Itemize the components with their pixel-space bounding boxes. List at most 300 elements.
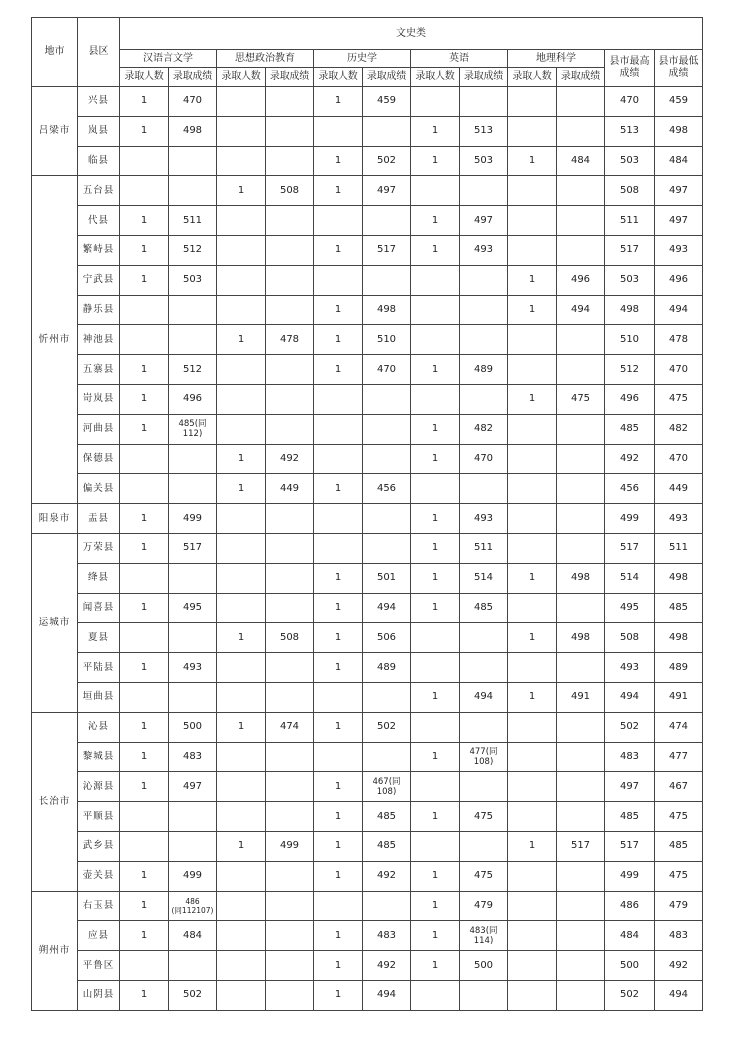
admit-score-cell: 492 — [363, 861, 411, 891]
table-row — [32, 861, 703, 891]
admit-count-cell: 1 — [411, 444, 460, 474]
admit-count-cell — [411, 712, 460, 742]
max-score-cell: 499 — [605, 861, 655, 891]
admit-count-cell: 1 — [411, 861, 460, 891]
county-cell: 夏县 — [78, 623, 120, 653]
admit-count-cell — [217, 861, 266, 891]
max-score-cell: 503 — [605, 265, 655, 295]
table-row — [32, 206, 703, 236]
admit-count-cell — [411, 295, 460, 325]
min-score-cell: 467 — [655, 772, 703, 802]
admit-count-cell: 1 — [120, 980, 169, 1010]
admit-score-cell — [557, 802, 605, 832]
city-cell: 长治市 — [32, 712, 78, 891]
admit-count-cell: 1 — [314, 861, 363, 891]
admit-count-cell: 1 — [314, 474, 363, 504]
county-cell: 岢岚县 — [78, 384, 120, 414]
admit-score-cell — [557, 951, 605, 981]
table-row — [32, 563, 703, 593]
admit-count-cell: 1 — [314, 355, 363, 385]
admit-score-cell: 498 — [557, 623, 605, 653]
admit-count-cell: 1 — [120, 861, 169, 891]
table-row — [32, 891, 703, 921]
admit-score-cell — [266, 951, 314, 981]
county-cell: 兴县 — [78, 87, 120, 117]
table-row — [32, 921, 703, 951]
subject-header: 英语 — [411, 50, 508, 68]
admit-count-cell: 1 — [314, 593, 363, 623]
admit-count-cell — [508, 176, 557, 206]
admit-score-cell: 499 — [266, 831, 314, 861]
admit-count-cell — [411, 176, 460, 206]
table-row — [32, 682, 703, 712]
admit-count-cell: 1 — [314, 325, 363, 355]
county-cell: 黎城县 — [78, 742, 120, 772]
max-score-cell: 498 — [605, 295, 655, 325]
category-header: 文史类 — [120, 18, 703, 50]
admit-count-cell: 1 — [314, 146, 363, 176]
table-row — [32, 176, 703, 206]
admit-score-cell: 486 (同112107) — [169, 891, 217, 921]
admit-score-cell — [266, 563, 314, 593]
admit-score-cell — [169, 146, 217, 176]
admit-count-cell — [217, 384, 266, 414]
city-cell: 阳泉市 — [32, 504, 78, 534]
admit-count-cell — [217, 206, 266, 236]
admit-score-cell: 467(同108) — [363, 772, 411, 802]
admit-score-cell: 514 — [460, 563, 508, 593]
min-score-cell: 496 — [655, 265, 703, 295]
admit-score-cell: 459 — [363, 87, 411, 117]
admit-count-cell: 1 — [217, 623, 266, 653]
admit-count-cell — [120, 444, 169, 474]
admit-count-cell — [314, 504, 363, 534]
admit-score-cell: 483 — [363, 921, 411, 951]
admit-score-cell — [460, 772, 508, 802]
admit-count-cell — [314, 444, 363, 474]
admit-score-cell: 502 — [169, 980, 217, 1010]
table-row — [32, 474, 703, 504]
table-row — [32, 831, 703, 861]
admit-score-cell — [169, 444, 217, 474]
admit-score-cell — [557, 206, 605, 236]
county-cell: 岚县 — [78, 116, 120, 146]
county-cell: 静乐县 — [78, 295, 120, 325]
admit-score-cell: 474 — [266, 712, 314, 742]
admit-count-cell: 1 — [120, 593, 169, 623]
min-score-cell: 459 — [655, 87, 703, 117]
min-score-cell: 485 — [655, 831, 703, 861]
min-score-cell: 498 — [655, 116, 703, 146]
admit-score-cell — [266, 235, 314, 265]
county-cell: 万荣县 — [78, 533, 120, 563]
admit-count-cell: 1 — [411, 146, 460, 176]
admit-count-cell — [508, 444, 557, 474]
admit-score-cell — [266, 87, 314, 117]
admit-count-cell: 1 — [411, 742, 460, 772]
admit-count-cell: 1 — [314, 951, 363, 981]
admit-score-cell — [266, 265, 314, 295]
admit-count-cell: 1 — [411, 682, 460, 712]
score-header: 录取成绩 — [557, 68, 605, 87]
min-score-cell: 494 — [655, 980, 703, 1010]
admit-score-cell: 493 — [460, 235, 508, 265]
admit-score-cell: 478 — [266, 325, 314, 355]
admit-score-cell — [169, 951, 217, 981]
subject-header: 历史学 — [314, 50, 411, 68]
admit-score-cell: 517 — [557, 831, 605, 861]
admit-count-cell: 1 — [314, 980, 363, 1010]
admission-score-table — [31, 17, 703, 1011]
admit-score-cell — [266, 116, 314, 146]
table-row — [32, 295, 703, 325]
admit-score-cell — [557, 533, 605, 563]
county-cell: 保德县 — [78, 444, 120, 474]
admit-score-cell: 494 — [557, 295, 605, 325]
admit-score-cell — [266, 742, 314, 772]
admit-score-cell — [557, 712, 605, 742]
admit-score-cell: 498 — [557, 563, 605, 593]
admit-count-cell — [508, 414, 557, 444]
max-score-cell: 486 — [605, 891, 655, 921]
admit-score-cell: 485 — [363, 802, 411, 832]
admit-score-cell: 477(同108) — [460, 742, 508, 772]
admit-count-cell: 1 — [120, 116, 169, 146]
admit-score-cell: 500 — [460, 951, 508, 981]
admit-count-cell — [508, 593, 557, 623]
admit-score-cell — [557, 593, 605, 623]
admit-score-cell — [460, 325, 508, 355]
admit-count-cell: 1 — [120, 742, 169, 772]
max-score-cell: 496 — [605, 384, 655, 414]
admit-count-cell — [508, 325, 557, 355]
admit-count-cell — [508, 474, 557, 504]
admit-score-cell: 485 — [363, 831, 411, 861]
admit-count-cell — [508, 980, 557, 1010]
admit-count-cell — [411, 772, 460, 802]
admit-score-cell — [557, 891, 605, 921]
admit-count-cell: 1 — [314, 623, 363, 653]
admit-score-cell — [557, 87, 605, 117]
admit-count-cell — [508, 802, 557, 832]
max-score-cell: 500 — [605, 951, 655, 981]
admit-count-cell: 1 — [411, 355, 460, 385]
admit-count-cell: 1 — [411, 951, 460, 981]
county-cell: 繁峙县 — [78, 235, 120, 265]
city-column-header: 地市 — [32, 18, 78, 87]
min-score-cell: 484 — [655, 146, 703, 176]
admit-score-cell: 501 — [363, 563, 411, 593]
admit-count-cell: 1 — [120, 504, 169, 534]
admit-count-cell: 1 — [120, 87, 169, 117]
admit-count-cell — [314, 206, 363, 236]
admit-count-cell — [411, 474, 460, 504]
admit-count-cell: 1 — [411, 206, 460, 236]
admit-count-cell — [314, 116, 363, 146]
admit-score-cell: 479 — [460, 891, 508, 921]
admit-count-cell — [217, 682, 266, 712]
max-score-cell: 483 — [605, 742, 655, 772]
county-cell: 闻喜县 — [78, 593, 120, 623]
admit-score-cell: 493 — [460, 504, 508, 534]
admit-count-cell: 1 — [411, 802, 460, 832]
min-score-cell: 470 — [655, 355, 703, 385]
county-cell: 应县 — [78, 921, 120, 951]
admit-count-cell — [508, 355, 557, 385]
county-cell: 右玉县 — [78, 891, 120, 921]
admit-count-cell — [314, 742, 363, 772]
admit-count-cell — [217, 593, 266, 623]
admit-count-cell: 1 — [120, 712, 169, 742]
admit-score-cell: 494 — [363, 593, 411, 623]
admit-count-cell: 1 — [314, 772, 363, 802]
admit-score-cell: 456 — [363, 474, 411, 504]
admit-score-cell — [460, 831, 508, 861]
county-cell: 绛县 — [78, 563, 120, 593]
county-cell: 壶关县 — [78, 861, 120, 891]
county-cell: 平陆县 — [78, 653, 120, 683]
admit-count-cell: 1 — [217, 325, 266, 355]
min-score-cell: 494 — [655, 295, 703, 325]
admit-count-cell — [217, 355, 266, 385]
admit-score-cell — [557, 980, 605, 1010]
admit-score-cell: 470 — [169, 87, 217, 117]
admit-score-cell — [557, 653, 605, 683]
table-row — [32, 146, 703, 176]
table-row — [32, 265, 703, 295]
admit-score-cell — [169, 295, 217, 325]
admit-count-cell — [217, 504, 266, 534]
admit-count-cell — [217, 802, 266, 832]
min-score-cell: 477 — [655, 742, 703, 772]
min-score-cell: 492 — [655, 951, 703, 981]
admit-count-cell — [217, 921, 266, 951]
admit-score-cell: 485(同112) — [169, 414, 217, 444]
max-score-cell: 456 — [605, 474, 655, 504]
min-score-cell: 511 — [655, 533, 703, 563]
count-header: 录取人数 — [314, 68, 363, 87]
min-score-cell: 491 — [655, 682, 703, 712]
table-row — [32, 772, 703, 802]
county-cell: 武乡县 — [78, 831, 120, 861]
county-cell: 盂县 — [78, 504, 120, 534]
admit-count-cell: 1 — [508, 265, 557, 295]
min-score-cell: 493 — [655, 235, 703, 265]
admit-score-cell: 506 — [363, 623, 411, 653]
min-score-cell: 497 — [655, 176, 703, 206]
table-row — [32, 384, 703, 414]
admit-count-cell: 1 — [508, 384, 557, 414]
county-cell: 河曲县 — [78, 414, 120, 444]
min-score-cell: 475 — [655, 384, 703, 414]
table-row — [32, 951, 703, 981]
admit-count-cell — [508, 742, 557, 772]
max-score-cell: 517 — [605, 533, 655, 563]
subject-header: 汉语言文学 — [120, 50, 217, 68]
max-score-cell: 497 — [605, 772, 655, 802]
admit-score-cell: 484 — [557, 146, 605, 176]
admit-score-cell: 482 — [460, 414, 508, 444]
admit-score-cell: 508 — [266, 176, 314, 206]
admit-score-cell — [266, 146, 314, 176]
admit-count-cell — [120, 563, 169, 593]
admit-score-cell — [363, 265, 411, 295]
admit-count-cell — [120, 146, 169, 176]
county-cell: 平鲁区 — [78, 951, 120, 981]
admit-count-cell — [508, 712, 557, 742]
admit-count-cell — [217, 295, 266, 325]
table-row — [32, 414, 703, 444]
admit-score-cell — [169, 563, 217, 593]
admit-count-cell: 1 — [411, 593, 460, 623]
admit-score-cell: 475 — [557, 384, 605, 414]
admit-score-cell — [557, 921, 605, 951]
admit-count-cell: 1 — [120, 384, 169, 414]
admit-score-cell: 497 — [460, 206, 508, 236]
score-header: 录取成绩 — [266, 68, 314, 87]
admit-count-cell: 1 — [120, 414, 169, 444]
admit-score-cell: 483 — [169, 742, 217, 772]
admit-score-cell: 492 — [363, 951, 411, 981]
admit-count-cell — [411, 623, 460, 653]
admit-count-cell: 1 — [508, 563, 557, 593]
admit-count-cell — [314, 891, 363, 921]
admit-score-cell — [460, 384, 508, 414]
admit-score-cell — [460, 474, 508, 504]
admit-count-cell: 1 — [411, 533, 460, 563]
admit-score-cell: 497 — [363, 176, 411, 206]
admit-count-cell — [411, 384, 460, 414]
admit-score-cell: 499 — [169, 504, 217, 534]
admit-score-cell: 498 — [169, 116, 217, 146]
admit-score-cell — [363, 116, 411, 146]
max-score-cell: 508 — [605, 176, 655, 206]
admit-score-cell — [266, 355, 314, 385]
admit-score-cell — [557, 116, 605, 146]
admit-score-cell — [363, 742, 411, 772]
table-row — [32, 533, 703, 563]
table-row — [32, 712, 703, 742]
min-score-cell: 493 — [655, 504, 703, 534]
admit-score-cell — [460, 87, 508, 117]
min-score-cell: 475 — [655, 802, 703, 832]
city-cell: 运城市 — [32, 533, 78, 712]
admit-count-cell — [508, 951, 557, 981]
admit-score-cell — [169, 176, 217, 206]
table-row — [32, 653, 703, 683]
admit-count-cell: 1 — [120, 206, 169, 236]
admit-count-cell — [411, 87, 460, 117]
admit-score-cell — [363, 206, 411, 236]
admit-count-cell — [217, 414, 266, 444]
admit-score-cell — [266, 861, 314, 891]
admit-count-cell: 1 — [411, 921, 460, 951]
admit-count-cell — [314, 265, 363, 295]
max-score-header: 县市最高成绩 — [605, 50, 655, 87]
admit-score-cell — [266, 772, 314, 802]
admit-score-cell — [169, 831, 217, 861]
admit-score-cell: 489 — [363, 653, 411, 683]
admit-score-cell: 510 — [363, 325, 411, 355]
max-score-cell: 503 — [605, 146, 655, 176]
admit-count-cell: 1 — [314, 235, 363, 265]
admit-count-cell: 1 — [120, 355, 169, 385]
admit-score-cell: 449 — [266, 474, 314, 504]
admit-count-cell: 1 — [411, 235, 460, 265]
table-row — [32, 980, 703, 1010]
min-score-cell: 474 — [655, 712, 703, 742]
score-header: 录取成绩 — [363, 68, 411, 87]
admit-score-cell — [460, 653, 508, 683]
city-cell: 吕梁市 — [32, 87, 78, 176]
admit-count-cell — [217, 653, 266, 683]
max-score-cell: 495 — [605, 593, 655, 623]
admit-score-cell — [557, 176, 605, 206]
min-score-cell: 475 — [655, 861, 703, 891]
table-body — [32, 87, 703, 1011]
admit-score-cell: 502 — [363, 712, 411, 742]
admit-count-cell — [120, 325, 169, 355]
admit-count-cell: 1 — [120, 653, 169, 683]
county-cell: 沁县 — [78, 712, 120, 742]
admit-score-cell: 492 — [266, 444, 314, 474]
admit-count-cell: 1 — [314, 921, 363, 951]
max-score-cell: 485 — [605, 802, 655, 832]
admit-score-cell: 485 — [460, 593, 508, 623]
score-header: 录取成绩 — [169, 68, 217, 87]
table-row — [32, 355, 703, 385]
admit-score-cell — [266, 384, 314, 414]
admit-score-cell — [557, 742, 605, 772]
admit-count-cell — [217, 891, 266, 921]
admit-score-cell — [266, 891, 314, 921]
admit-count-cell — [217, 146, 266, 176]
admit-count-cell — [217, 772, 266, 802]
min-score-cell: 498 — [655, 623, 703, 653]
admit-count-cell — [217, 116, 266, 146]
min-score-cell: 470 — [655, 444, 703, 474]
admit-count-cell — [217, 265, 266, 295]
admit-count-cell — [508, 891, 557, 921]
admit-count-cell — [411, 980, 460, 1010]
admit-score-cell: 499 — [169, 861, 217, 891]
admit-count-cell: 1 — [411, 563, 460, 593]
admit-count-cell — [314, 682, 363, 712]
admit-count-cell: 1 — [217, 444, 266, 474]
max-score-cell: 517 — [605, 235, 655, 265]
admit-count-cell — [508, 235, 557, 265]
admit-count-cell — [411, 653, 460, 683]
admit-score-cell: 503 — [460, 146, 508, 176]
admit-count-cell: 1 — [411, 891, 460, 921]
admit-score-cell — [169, 474, 217, 504]
admit-count-cell — [508, 861, 557, 891]
admit-count-cell — [217, 87, 266, 117]
county-cell: 平顺县 — [78, 802, 120, 832]
admit-score-cell: 498 — [363, 295, 411, 325]
admit-count-cell: 1 — [217, 176, 266, 206]
admit-score-cell — [557, 235, 605, 265]
county-cell: 神池县 — [78, 325, 120, 355]
admit-score-cell — [460, 295, 508, 325]
table-row — [32, 742, 703, 772]
admit-count-cell — [508, 533, 557, 563]
admit-count-cell: 1 — [314, 653, 363, 683]
admit-count-cell — [217, 980, 266, 1010]
admit-count-cell: 1 — [314, 712, 363, 742]
admit-score-cell — [363, 682, 411, 712]
admit-count-cell — [508, 504, 557, 534]
